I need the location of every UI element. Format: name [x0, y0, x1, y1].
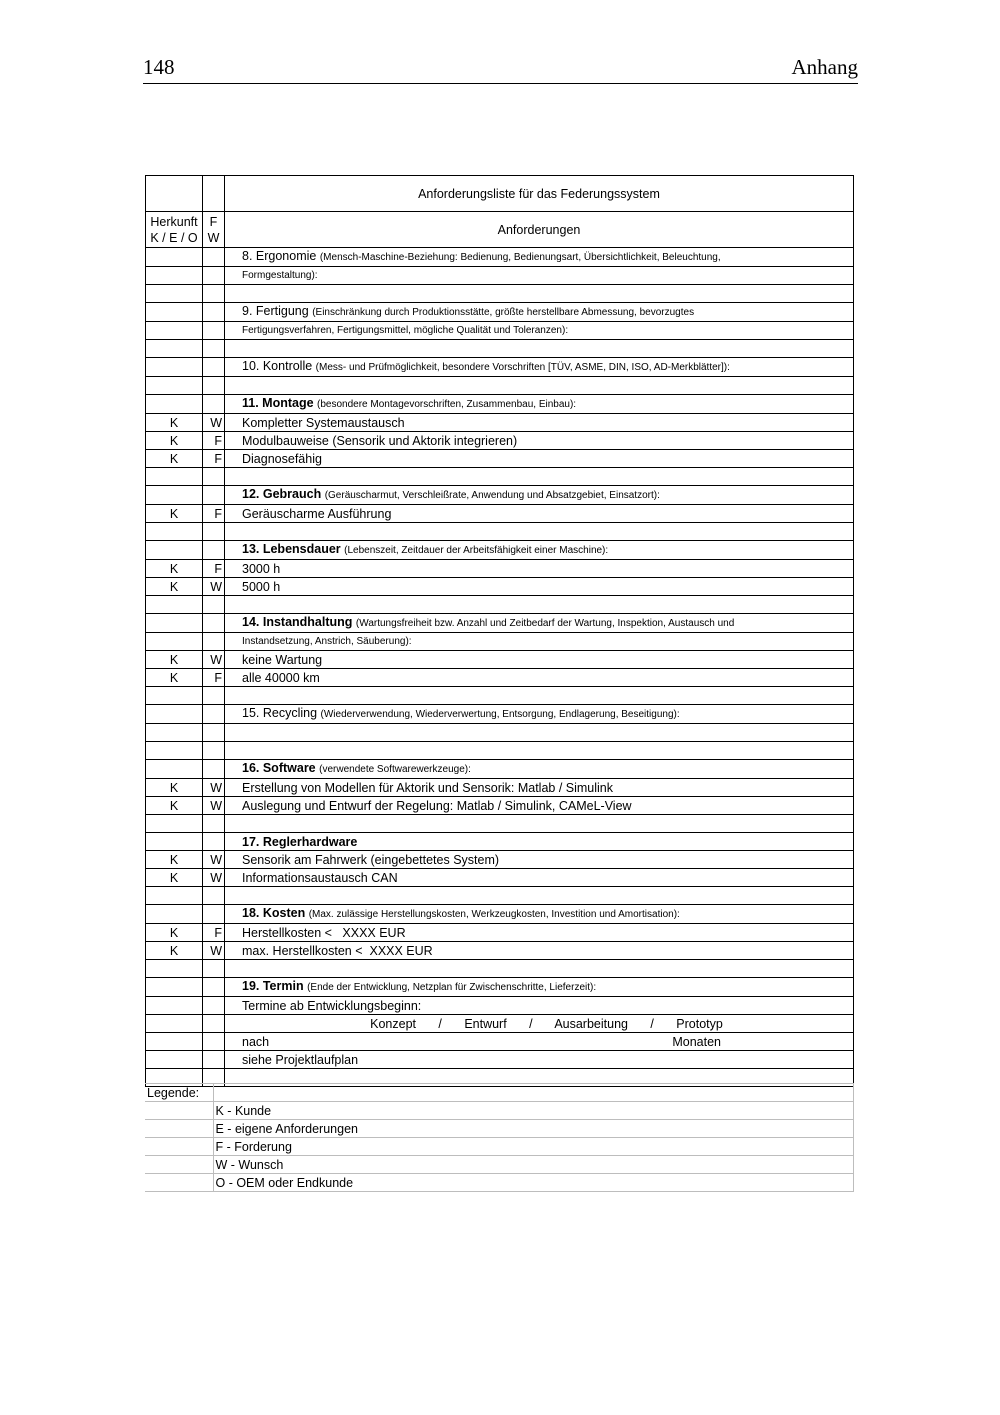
table-cell [146, 176, 203, 212]
table-cell [203, 1015, 225, 1033]
table-row [146, 1015, 854, 1033]
table-cell: F [203, 924, 225, 942]
table-cell [146, 523, 203, 541]
table-cell: E - eigene Anforderungen [213, 1120, 853, 1138]
table-row [146, 614, 854, 633]
table-cell [203, 176, 225, 212]
table-cell: W [203, 797, 225, 815]
table-cell [203, 724, 225, 742]
table-cell [146, 687, 203, 705]
table-row [146, 924, 854, 942]
table-cell [203, 705, 225, 724]
legend-item [145, 1120, 853, 1138]
table-cell: Herstellkosten < XXXX EUR [225, 924, 854, 942]
table-cell [225, 724, 854, 742]
table-row [146, 942, 854, 960]
table-cell: Kompletter Systemaustausch [225, 414, 854, 432]
table-cell: Fertigungsverfahren, Fertigungsmittel, mögliche Qualität und Toleranzen): [225, 322, 854, 340]
table-cell [203, 468, 225, 486]
table-row [146, 248, 854, 267]
table-cell [146, 997, 203, 1015]
table-row [146, 815, 854, 833]
table-cell [225, 596, 854, 614]
section-heading: 16. Software (verwendete Softwarewerkzeuge): [225, 760, 854, 779]
legend-title: Legende: [145, 1084, 213, 1102]
origin-header: Herkunft K / E / O [146, 212, 203, 248]
table-cell: K [146, 669, 203, 687]
table-cell [203, 687, 225, 705]
table-cell: F [203, 669, 225, 687]
table-cell: Diagnosefähig [225, 450, 854, 468]
table-cell [146, 960, 203, 978]
table-row [146, 395, 854, 414]
table-row [146, 468, 854, 486]
table-cell [225, 960, 854, 978]
table-cell: 3000 h [225, 560, 854, 578]
table-cell [203, 486, 225, 505]
table-cell [203, 960, 225, 978]
table-header-row [146, 212, 854, 248]
table-cell: K - Kunde [213, 1102, 853, 1120]
table-row [146, 1051, 854, 1069]
table-cell [145, 1102, 213, 1120]
table-cell [203, 248, 225, 267]
table-cell [203, 1033, 225, 1051]
table-cell [146, 1051, 203, 1069]
table-cell: Modulbauweise (Sensorik und Aktorik integrieren) [225, 432, 854, 450]
table-cell [203, 997, 225, 1015]
legend-item [145, 1174, 853, 1192]
table-cell [225, 815, 854, 833]
table-row [146, 560, 854, 578]
legend-item [145, 1102, 853, 1120]
table-row [146, 633, 854, 651]
table-cell: K [146, 651, 203, 669]
fw-header: F W [203, 212, 225, 248]
section-heading: 17. Reglerhardware [225, 833, 854, 851]
table-cell [225, 742, 854, 760]
table-cell [146, 322, 203, 340]
table-cell [203, 358, 225, 377]
table-cell [146, 833, 203, 851]
table-cell: W [203, 414, 225, 432]
table-cell [203, 285, 225, 303]
table-cell [203, 614, 225, 633]
table-row [146, 833, 854, 851]
table-cell: W [203, 942, 225, 960]
table-row [146, 578, 854, 596]
requirements-table [145, 175, 854, 1087]
table-cell: max. Herstellkosten < XXXX EUR [225, 942, 854, 960]
table-cell: K [146, 779, 203, 797]
table-cell [146, 541, 203, 560]
table-row [146, 285, 854, 303]
table-cell [146, 760, 203, 779]
table-cell: K [146, 869, 203, 887]
table-cell [225, 887, 854, 905]
table-cell: Instandsetzung, Anstrich, Säuberung): [225, 633, 854, 651]
table-cell: K [146, 578, 203, 596]
table-row [146, 705, 854, 724]
table-cell [203, 1051, 225, 1069]
table-row [146, 596, 854, 614]
table-cell: K [146, 432, 203, 450]
table-cell [146, 248, 203, 267]
section-heading: 14. Instandhaltung (Wartungsfreiheit bzw. Anzahl und Zeitbedarf der Wartung, Inspektion, Austausch und [225, 614, 854, 633]
table-row [146, 267, 854, 285]
table-cell [146, 724, 203, 742]
table-cell: Konzept / Entwurf / Ausarbeitung / Prototyp [225, 1015, 854, 1033]
section-heading: 13. Lebensdauer (Lebenszeit, Zeitdauer der Arbeitsfähigkeit einer Maschine): [225, 541, 854, 560]
table-cell [225, 523, 854, 541]
table-cell [203, 887, 225, 905]
table-row [146, 541, 854, 560]
table-row [146, 687, 854, 705]
table-row [146, 651, 854, 669]
table-row [146, 724, 854, 742]
table-row [146, 742, 854, 760]
table-row [146, 997, 854, 1015]
table-cell: nach Monaten [225, 1033, 854, 1051]
table-cell [203, 760, 225, 779]
table-cell: K [146, 797, 203, 815]
table-cell [203, 815, 225, 833]
table-cell: W [203, 651, 225, 669]
table-row [146, 905, 854, 924]
table-cell: W [203, 578, 225, 596]
table-cell [146, 303, 203, 322]
table-title: Anforderungsliste für das Federungssystem [225, 176, 854, 212]
table-row [146, 486, 854, 505]
table-cell [146, 705, 203, 724]
table-cell: K [146, 505, 203, 523]
section-heading: 18. Kosten (Max. zulässige Herstellungskosten, Werkzeugkosten, Investition und Amortisation): [225, 905, 854, 924]
section-heading: 15. Recycling (Wiederverwendung, Wiederverwertung, Entsorgung, Endlagerung, Beseitigung): [225, 705, 854, 724]
table-cell [203, 905, 225, 924]
table-row [146, 887, 854, 905]
table-cell: W - Wunsch [213, 1156, 853, 1174]
section-heading: 10. Kontrolle (Mess- und Prüfmöglichkeit, besondere Vorschriften [TÜV, ASME, DIN, ISO, AD-Merkblätter]): [225, 358, 854, 377]
table-row [146, 322, 854, 340]
table-cell [203, 541, 225, 560]
table-cell: K [146, 450, 203, 468]
table-cell [146, 285, 203, 303]
table-row [146, 978, 854, 997]
table-cell [203, 267, 225, 285]
table-cell [203, 596, 225, 614]
table-cell [203, 340, 225, 358]
section-name: Anhang [791, 55, 858, 79]
table-cell: W [203, 851, 225, 869]
requirements-header: Anforderungen [225, 212, 854, 248]
table-row [146, 340, 854, 358]
table-cell [203, 833, 225, 851]
table-cell [213, 1084, 853, 1102]
legend-item [145, 1156, 853, 1174]
section-heading: 8. Ergonomie (Mensch-Maschine-Beziehung: Bedienung, Bedienungsart, Übersichtlichkeit, Beleuchtung, [225, 248, 854, 267]
section-heading: 12. Gebrauch (Geräuscharmut, Verschleißrate, Anwendung und Absatzgebiet, Einsatzort): [225, 486, 854, 505]
legend-table [145, 1083, 854, 1192]
table-cell [146, 887, 203, 905]
table-cell: 5000 h [225, 578, 854, 596]
table-cell [203, 377, 225, 395]
table-cell: Auslegung und Entwurf der Regelung: Matlab / Simulink, CAMeL-View [225, 797, 854, 815]
table-cell [145, 1138, 213, 1156]
table-cell [146, 1015, 203, 1033]
section-heading: 11. Montage (besondere Montagevorschriften, Zusammenbau, Einbau): [225, 395, 854, 414]
table-cell: keine Wartung [225, 651, 854, 669]
table-row [146, 358, 854, 377]
table-row [146, 797, 854, 815]
table-cell: F [203, 432, 225, 450]
table-cell: F [203, 450, 225, 468]
table-cell: F - Forderung [213, 1138, 853, 1156]
table-row [146, 760, 854, 779]
table-row [146, 414, 854, 432]
table-row [146, 432, 854, 450]
table-row [146, 851, 854, 869]
table-row [146, 779, 854, 797]
legend-item [145, 1138, 853, 1156]
table-cell [146, 633, 203, 651]
table-cell: K [146, 924, 203, 942]
table-title-row [146, 176, 854, 212]
table-cell: Formgestaltung): [225, 267, 854, 285]
table-cell: W [203, 869, 225, 887]
table-cell: K [146, 942, 203, 960]
table-row [146, 450, 854, 468]
table-cell [225, 285, 854, 303]
table-cell [146, 978, 203, 997]
table-cell: Informationsaustausch CAN [225, 869, 854, 887]
table-cell [203, 322, 225, 340]
table-cell: K [146, 560, 203, 578]
table-cell [145, 1156, 213, 1174]
table-cell [203, 742, 225, 760]
table-cell: alle 40000 km [225, 669, 854, 687]
table-row [146, 869, 854, 887]
table-cell [225, 468, 854, 486]
table-cell [146, 395, 203, 414]
table-cell [146, 596, 203, 614]
page-header [143, 55, 858, 84]
table-cell [225, 340, 854, 358]
page-number: 148 [143, 55, 175, 79]
table-cell: F [203, 505, 225, 523]
table-cell: K [146, 851, 203, 869]
table-cell: Geräuscharme Ausführung [225, 505, 854, 523]
table-row [146, 505, 854, 523]
table-cell: siehe Projektlaufplan [225, 1051, 854, 1069]
table-cell [146, 468, 203, 486]
table-cell [146, 486, 203, 505]
table-row [146, 669, 854, 687]
table-cell: W [203, 779, 225, 797]
table-cell [146, 340, 203, 358]
table-cell [203, 633, 225, 651]
table-cell [146, 377, 203, 395]
table-cell [146, 614, 203, 633]
table-cell [146, 1033, 203, 1051]
table-cell [203, 978, 225, 997]
table-cell [146, 905, 203, 924]
table-cell [146, 815, 203, 833]
table-row [146, 523, 854, 541]
section-heading: 9. Fertigung (Einschränkung durch Produktionsstätte, größte herstellbare Abmessung, bevorzugtes [225, 303, 854, 322]
table-row [146, 1033, 854, 1051]
table-cell [146, 267, 203, 285]
table-cell: F [203, 560, 225, 578]
table-cell [203, 303, 225, 322]
table-cell [146, 358, 203, 377]
legend-title-row [145, 1084, 853, 1102]
table-cell: O - OEM oder Endkunde [213, 1174, 853, 1192]
table-cell [203, 523, 225, 541]
table-cell [225, 377, 854, 395]
table-row [146, 377, 854, 395]
table-cell [203, 395, 225, 414]
table-cell: Erstellung von Modellen für Aktorik und Sensorik: Matlab / Simulink [225, 779, 854, 797]
table-cell: Termine ab Entwicklungsbeginn: [225, 997, 854, 1015]
table-cell [145, 1120, 213, 1138]
section-heading: 19. Termin (Ende der Entwicklung, Netzplan für Zwischenschritte, Lieferzeit): [225, 978, 854, 997]
table-cell [225, 687, 854, 705]
table-row [146, 303, 854, 322]
table-cell [145, 1174, 213, 1192]
table-cell: Sensorik am Fahrwerk (eingebettetes System) [225, 851, 854, 869]
table-cell [146, 742, 203, 760]
table-cell: K [146, 414, 203, 432]
table-row [146, 960, 854, 978]
